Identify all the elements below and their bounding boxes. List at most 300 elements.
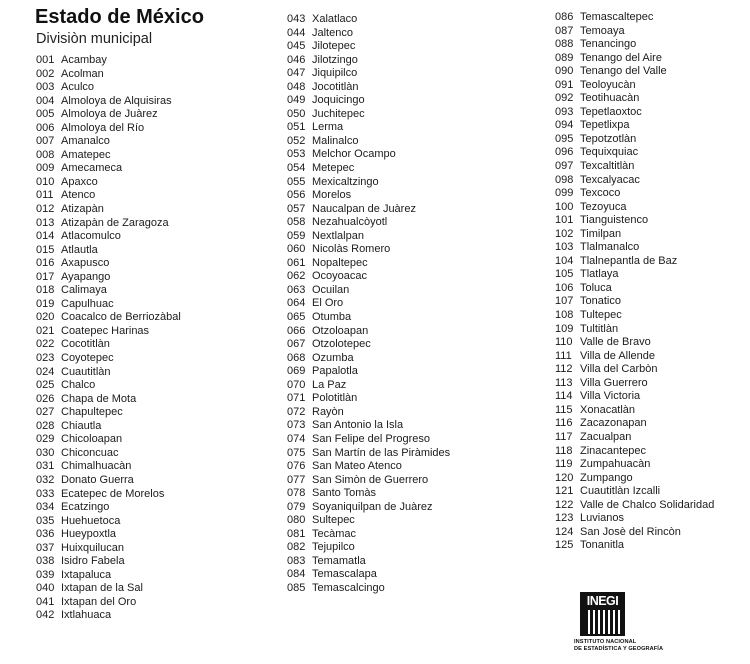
- municipality-code: 053: [287, 148, 306, 161]
- list-item: [287, 13, 450, 27]
- municipality-name: Tonanitla: [580, 539, 625, 552]
- municipality-code: 070: [287, 378, 306, 391]
- list-item: [287, 447, 450, 461]
- list-item: [287, 338, 450, 352]
- list-item: [287, 419, 450, 433]
- municipality-code: 048: [287, 80, 306, 93]
- municipality-name: Ixtapan del Oro: [61, 595, 137, 608]
- municipality-code: 029: [36, 433, 55, 446]
- list-item: [36, 379, 181, 393]
- logo-bars: [585, 610, 620, 634]
- municipality-name: Temascalapa: [312, 568, 377, 581]
- municipality-code: 073: [287, 419, 306, 432]
- municipality-code: 056: [287, 189, 306, 202]
- municipality-code: 024: [36, 365, 55, 378]
- municipality-name: Nopaltepec: [312, 256, 368, 269]
- municipality-code: 085: [287, 581, 306, 594]
- municipality-code: 059: [287, 229, 306, 242]
- municipality-name: Apaxco: [61, 175, 98, 188]
- list-item: [287, 501, 450, 515]
- municipality-code: 083: [287, 554, 306, 567]
- list-item: [287, 216, 450, 230]
- list-item: [287, 243, 450, 257]
- municipality-name: Tultitlàn: [580, 322, 619, 335]
- municipality-code: 014: [36, 230, 55, 243]
- municipality-code: 094: [555, 119, 574, 132]
- municipality-name: Chalco: [61, 379, 96, 392]
- municipality-name: San Mateo Atenco: [312, 460, 402, 473]
- municipality-name: Atlautla: [61, 243, 98, 256]
- municipality-code: 108: [555, 309, 574, 322]
- municipality-name: Xalatlaco: [312, 13, 358, 25]
- municipality-code: 044: [287, 26, 306, 39]
- municipality-code: 124: [555, 525, 574, 538]
- municipality-code: 102: [555, 227, 574, 240]
- municipality-name: Ocuilan: [312, 283, 350, 296]
- list-item: [555, 458, 714, 472]
- municipality-name: Metepec: [312, 162, 355, 175]
- list-item: [36, 515, 181, 529]
- municipality-code: 068: [287, 351, 306, 364]
- municipality-code: 107: [555, 295, 574, 308]
- municipality-name: Coacalco de Berriozàbal: [61, 311, 181, 324]
- municipality-name: Malinalco: [312, 134, 359, 147]
- list-item: [287, 379, 450, 393]
- list-item: [36, 108, 181, 122]
- municipality-code: 017: [36, 270, 55, 283]
- municipality-name: Atizapàn de Zaragoza: [61, 216, 169, 229]
- municipality-code: 036: [36, 528, 55, 541]
- list-item: [555, 241, 714, 255]
- municipality-name: Almoloya de Alquisiras: [61, 94, 172, 107]
- list-item: [36, 257, 181, 271]
- list-item: [555, 472, 714, 486]
- municipality-name: Valle de Chalco Solidaridad: [580, 498, 715, 511]
- municipality-name: Polotitlàn: [312, 392, 358, 405]
- municipality-code: 071: [287, 392, 306, 405]
- municipality-name: Chicoloapan: [61, 433, 123, 446]
- municipality-name: Tejupilco: [312, 541, 355, 554]
- municipality-code: 093: [555, 105, 574, 118]
- list-item: [555, 282, 714, 296]
- municipality-name: Tlatlaya: [580, 268, 619, 281]
- municipality-name: Rayòn: [312, 405, 344, 418]
- municipality-code: 042: [36, 609, 55, 622]
- municipality-name: Lerma: [312, 121, 344, 134]
- municipality-code: 074: [287, 432, 306, 445]
- municipality-code: 030: [36, 446, 55, 459]
- list-item: [36, 81, 181, 95]
- municipality-name: Calimaya: [61, 284, 107, 297]
- municipality-code: 106: [555, 281, 574, 294]
- municipality-code: 122: [555, 498, 574, 511]
- municipality-name: Ayapango: [61, 270, 111, 283]
- list-item: [555, 52, 714, 66]
- municipality-name: Mexicaltzingo: [312, 175, 379, 188]
- list-item: [36, 501, 181, 515]
- municipality-name: Acambay: [61, 54, 107, 66]
- list-item: [287, 108, 450, 122]
- municipality-name: Luvianos: [580, 512, 625, 525]
- list-item: [36, 596, 181, 610]
- list-item: [555, 336, 714, 350]
- municipality-name: Ecatepec de Morelos: [61, 487, 165, 500]
- municipality-name: Melchor Ocampo: [312, 148, 396, 161]
- municipality-name: Morelos: [312, 189, 352, 202]
- municipality-name: Nezahualcòyotl: [312, 216, 388, 229]
- municipality-code: 064: [287, 297, 306, 310]
- municipality-code: 065: [287, 311, 306, 324]
- municipality-code: 069: [287, 365, 306, 378]
- municipality-name: Santo Tomàs: [312, 487, 377, 500]
- municipality-name: Tianguistenco: [580, 214, 649, 227]
- municipality-code: 088: [555, 38, 574, 51]
- municipality-code: 037: [36, 541, 55, 554]
- municipality-name: Tenango del Aire: [580, 51, 662, 64]
- municipality-name: Amatepec: [61, 148, 111, 161]
- list-item: [287, 270, 450, 284]
- list-item: [36, 460, 181, 474]
- list-item: [555, 295, 714, 309]
- municipality-code: 003: [36, 81, 55, 94]
- municipality-name: El Oro: [312, 297, 344, 310]
- municipality-code: 067: [287, 338, 306, 351]
- municipality-name: Ixtlahuaca: [61, 609, 112, 622]
- list-item: [36, 393, 181, 407]
- municipality-name: Tenango del Valle: [580, 65, 667, 78]
- list-item: [287, 528, 450, 542]
- municipality-code: 089: [555, 51, 574, 64]
- list-item: [287, 541, 450, 555]
- municipality-code: 116: [555, 417, 573, 430]
- list-item: [555, 187, 714, 201]
- list-item: [555, 377, 714, 391]
- municipality-name: Teotihuacàn: [580, 92, 640, 105]
- list-item: [555, 539, 714, 553]
- municipality-code: 091: [555, 78, 574, 91]
- municipality-name: Otzolotepec: [312, 338, 371, 351]
- municipality-name: Otzoloapan: [312, 324, 369, 337]
- list-item: [36, 217, 181, 231]
- municipality-name: Timilpan: [580, 227, 622, 240]
- list-item: [287, 460, 450, 474]
- municipality-code: 104: [555, 254, 574, 267]
- logo-word: INEGI: [586, 594, 619, 608]
- municipality-name: Sultepec: [312, 514, 355, 527]
- list-item: [555, 106, 714, 120]
- list-item: [287, 392, 450, 406]
- municipality-code: 078: [287, 487, 306, 500]
- list-item: [287, 311, 450, 325]
- municipality-name: Chiautla: [61, 419, 102, 432]
- municipality-name: Papalotla: [312, 365, 358, 378]
- list-item: [36, 420, 181, 434]
- municipality-code: 075: [287, 446, 306, 459]
- municipality-code: 021: [36, 324, 55, 337]
- list-item: [36, 122, 181, 136]
- municipality-name: Coatepec Harinas: [61, 324, 150, 337]
- logo-line-1: INSTITUTO NACIONAL: [574, 639, 637, 645]
- municipality-code: 072: [287, 405, 306, 418]
- municipality-name: Tepetlixpa: [580, 119, 630, 132]
- list-item: [287, 40, 450, 54]
- municipality-code: 105: [555, 268, 574, 281]
- municipality-code: 061: [287, 256, 306, 269]
- municipality-name: Zinacantepec: [580, 444, 647, 457]
- municipality-code: 121: [555, 485, 574, 498]
- municipality-code: 100: [555, 200, 574, 213]
- municipality-name: Temoaya: [580, 24, 625, 37]
- list-item: [287, 568, 450, 582]
- municipality-name: Temascaltepec: [580, 11, 654, 23]
- municipality-code: 019: [36, 297, 55, 310]
- municipality-code: 040: [36, 582, 55, 595]
- municipality-code: 035: [36, 514, 55, 527]
- municipality-code: 020: [36, 311, 55, 324]
- municipality-code: 101: [555, 214, 574, 227]
- municipality-code: 001: [36, 54, 55, 66]
- municipality-column-1: [36, 54, 181, 623]
- list-item: [555, 79, 714, 93]
- list-item: [555, 268, 714, 282]
- municipality-name: Jilotepec: [312, 40, 356, 53]
- list-item: [287, 148, 450, 162]
- municipality-name: Nextlalpan: [312, 229, 364, 242]
- municipality-code: 022: [36, 338, 55, 351]
- municipality-code: 033: [36, 487, 55, 500]
- municipality-code: 009: [36, 162, 55, 175]
- municipality-code: 066: [287, 324, 306, 337]
- municipality-code: 118: [555, 444, 573, 457]
- list-item: [555, 323, 714, 337]
- municipality-name: Huixquilucan: [61, 541, 124, 554]
- municipality-name: Teoloyucàn: [580, 78, 636, 91]
- municipality-code: 027: [36, 406, 55, 419]
- list-item: [287, 433, 450, 447]
- municipality-name: Amecameca: [61, 162, 123, 175]
- municipality-code: 046: [287, 53, 306, 66]
- municipality-name: San Martín de las Piràmides: [312, 446, 451, 459]
- list-item: [555, 146, 714, 160]
- list-item: [555, 174, 714, 188]
- municipality-code: 028: [36, 419, 55, 432]
- municipality-name: San Felipe del Progreso: [312, 432, 431, 445]
- municipality-code: 050: [287, 107, 306, 120]
- municipality-name: Xonacatlàn: [580, 403, 636, 416]
- list-item: [555, 417, 714, 431]
- municipality-column-2: [287, 13, 450, 596]
- municipality-code: 026: [36, 392, 55, 405]
- list-item: [36, 203, 181, 217]
- list-item: [287, 555, 450, 569]
- municipality-code: 032: [36, 473, 55, 486]
- municipality-name: Jilotzingo: [312, 53, 358, 66]
- list-item: [36, 189, 181, 203]
- list-item: [287, 230, 450, 244]
- municipality-code: 092: [555, 92, 574, 105]
- municipality-name: Tlalnepantla de Baz: [580, 254, 678, 267]
- list-item: [36, 311, 181, 325]
- municipality-column-3: [555, 11, 714, 553]
- municipality-code: 084: [287, 568, 306, 581]
- list-item: [287, 365, 450, 379]
- list-item: [287, 27, 450, 41]
- municipality-code: 120: [555, 471, 574, 484]
- municipality-code: 123: [555, 512, 574, 525]
- list-item: [36, 338, 181, 352]
- municipality-code: 112: [555, 363, 573, 376]
- list-item: [555, 431, 714, 445]
- list-item: [36, 528, 181, 542]
- municipality-name: Villa Victoria: [580, 390, 641, 403]
- municipality-code: 119: [555, 458, 573, 471]
- municipality-name: San Josè del Rincòn: [580, 525, 681, 538]
- municipality-code: 057: [287, 202, 306, 215]
- municipality-name: Chimalhuacàn: [61, 460, 132, 473]
- logo-institution-name: [574, 639, 663, 653]
- list-item: [36, 298, 181, 312]
- list-item: [555, 499, 714, 513]
- municipality-name: Ocoyoacac: [312, 270, 368, 283]
- municipality-name: Villa del Carbòn: [580, 363, 658, 376]
- municipality-code: 090: [555, 65, 574, 78]
- municipality-name: Villa Guerrero: [580, 376, 648, 389]
- municipality-code: 097: [555, 160, 574, 173]
- municipality-name: Joquicingo: [312, 94, 365, 107]
- municipality-name: Ecatzingo: [61, 501, 110, 514]
- list-item: [36, 244, 181, 258]
- municipality-name: Tultepec: [580, 309, 622, 322]
- list-item: [287, 203, 450, 217]
- municipality-code: 034: [36, 501, 55, 514]
- list-item: [555, 25, 714, 39]
- municipality-code: 098: [555, 173, 574, 186]
- municipality-code: 081: [287, 527, 306, 540]
- municipality-name: Cocotitlàn: [61, 338, 110, 351]
- list-item: [287, 582, 450, 596]
- list-item: [287, 121, 450, 135]
- municipality-code: 058: [287, 216, 306, 229]
- list-item: [555, 485, 714, 499]
- municipality-name: Chapa de Mota: [61, 392, 137, 405]
- municipality-code: 096: [555, 146, 574, 159]
- municipality-code: 006: [36, 121, 55, 134]
- list-item: [287, 81, 450, 95]
- list-item: [36, 68, 181, 82]
- municipality-name: Donato Guerra: [61, 473, 134, 486]
- municipality-code: 054: [287, 162, 306, 175]
- list-item: [555, 92, 714, 106]
- municipality-name: Atizapàn: [61, 203, 104, 216]
- municipality-name: Zacualpan: [580, 430, 632, 443]
- municipality-code: 016: [36, 257, 55, 270]
- municipality-name: Jiquipilco: [312, 67, 358, 80]
- list-item: [36, 230, 181, 244]
- municipality-code: 062: [287, 270, 306, 283]
- list-item: [555, 201, 714, 215]
- municipality-name: Hueypoxtla: [61, 528, 117, 541]
- list-item: [555, 160, 714, 174]
- list-item: [555, 363, 714, 377]
- municipality-name: Ozumba: [312, 351, 354, 364]
- municipality-code: 010: [36, 175, 55, 188]
- list-item: [287, 284, 450, 298]
- list-item: [36, 474, 181, 488]
- list-item: [36, 135, 181, 149]
- municipality-name: Tlalmanalco: [580, 241, 640, 254]
- municipality-name: Isidro Fabela: [61, 555, 125, 568]
- list-item: [36, 54, 181, 68]
- municipality-code: 051: [287, 121, 306, 134]
- municipality-name: Ixtapaluca: [61, 568, 112, 581]
- municipality-name: San Simòn de Guerrero: [312, 473, 429, 486]
- municipality-name: Temascalcingo: [312, 581, 385, 594]
- municipality-code: 025: [36, 379, 55, 392]
- municipality-code: 043: [287, 13, 306, 25]
- municipality-name: Almoloya del Río: [61, 121, 145, 134]
- municipality-name: Huehuetoca: [61, 514, 121, 527]
- municipality-name: Almoloya de Juàrez: [61, 108, 158, 121]
- municipality-code: 038: [36, 555, 55, 568]
- municipality-name: Valle de Bravo: [580, 336, 651, 349]
- list-item: [555, 445, 714, 459]
- municipality-name: Tenancingo: [580, 38, 637, 51]
- municipality-name: Amanalco: [61, 135, 110, 148]
- inegi-logo-icon: [580, 592, 625, 636]
- municipality-code: 008: [36, 148, 55, 161]
- municipality-name: Chapultepec: [61, 406, 123, 419]
- municipality-name: Tepetlaoxtoc: [580, 105, 642, 118]
- list-item: [36, 609, 181, 623]
- list-item: [36, 271, 181, 285]
- municipality-code: 041: [36, 595, 55, 608]
- municipality-name: Temamatla: [312, 554, 366, 567]
- municipality-code: 077: [287, 473, 306, 486]
- municipality-code: 015: [36, 243, 55, 256]
- list-item: [555, 65, 714, 79]
- list-item: [36, 284, 181, 298]
- municipality-code: 087: [555, 24, 574, 37]
- list-item: [287, 162, 450, 176]
- list-item: [36, 366, 181, 380]
- municipality-code: 023: [36, 352, 55, 365]
- list-item: [555, 350, 714, 364]
- list-item: [36, 176, 181, 190]
- municipality-name: Soyaniquilpan de Juàrez: [312, 500, 433, 513]
- list-item: [287, 474, 450, 488]
- municipality-code: 047: [287, 67, 306, 80]
- municipality-code: 063: [287, 283, 306, 296]
- logo-line-2: DE ESTADÍSTICA Y GEOGRAFÍA: [574, 646, 664, 652]
- list-item: [36, 162, 181, 176]
- list-item: [555, 11, 714, 25]
- municipality-name: Cuautitlàn: [61, 365, 111, 378]
- municipality-name: Jaltenco: [312, 26, 353, 39]
- municipality-code: 109: [555, 322, 574, 335]
- list-item: [36, 488, 181, 502]
- list-item: [287, 297, 450, 311]
- list-item: [287, 135, 450, 149]
- list-item: [555, 512, 714, 526]
- municipality-code: 086: [555, 11, 574, 23]
- list-item: [555, 255, 714, 269]
- municipality-code: 076: [287, 460, 306, 473]
- list-item: [36, 447, 181, 461]
- list-item: [287, 406, 450, 420]
- municipality-name: Coyotepec: [61, 352, 114, 365]
- municipality-name: Atenco: [61, 189, 96, 202]
- list-item: [287, 54, 450, 68]
